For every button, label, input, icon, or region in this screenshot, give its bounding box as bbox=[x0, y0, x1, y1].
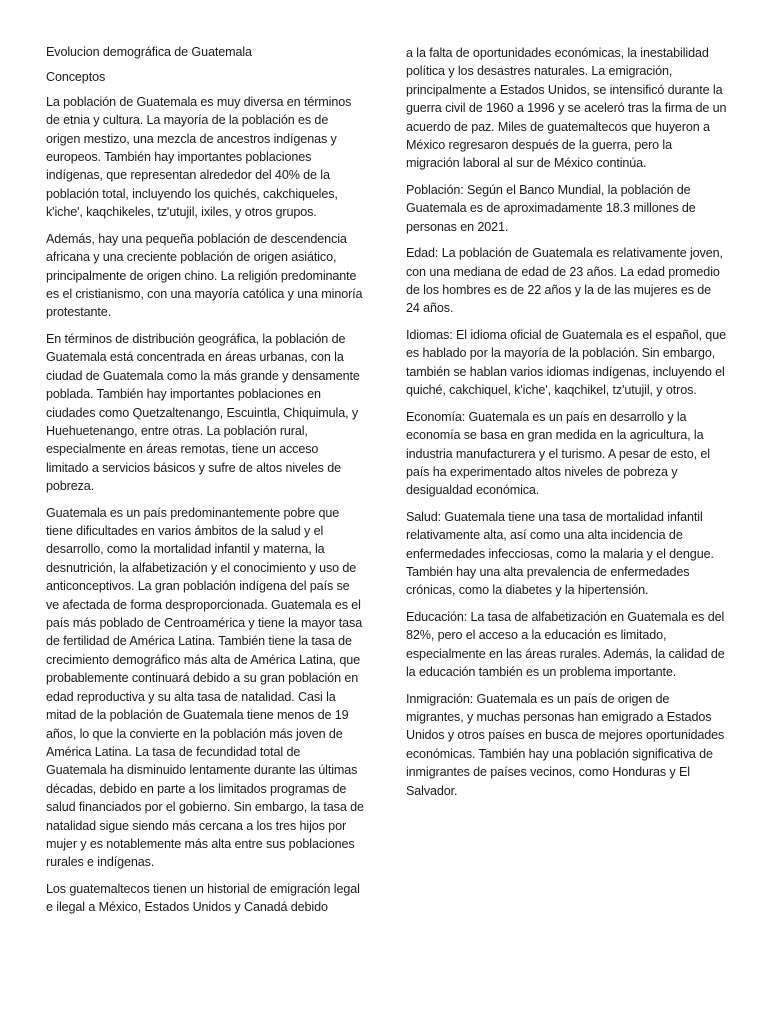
paragraph-health: Salud: Guatemala tiene una tasa de mortalidad infantil relativamente alta, así como una alta incidencia de enfermedades infecciosas, como la malaria y el dengue. También hay una alta prevalencia de enfermedades crónicas, como la diabetes y la hipertensión. bbox=[406, 509, 714, 598]
paragraph-health-development: Guatemala es un país predominantemente pobre que tiene dificultades en varios ámbitos de la salud y el desarrollo, como la mortalidad infantil y materna, la desnutrición, la alfabetización y el conocimiento y uso de anticonceptivos. La gran población indígena del país se ve afectada de forma desproporcionada. Guatemala es el país más poblado de Centroamérica y tiene la mayor tasa de fertilidad de América Latina. También tiene la tasa de crecimiento demográfico más alta de América Latina, que probablemente continuará debido a su gran población en edad reproductiva y su alta tasa de natalidad. Casi la mitad de la población de Guatemala tiene menos de 19 años, lo que la convierte en la población más joven de América Latina. La tasa de fecundidad total de Guatemala ha disminuido lentamente durante las últimas décadas, debido en parte a los limitados programas de salud financiados por el gobierno. Sin embargo, la tasa de natalidad sigue siendo más cercana a los tres hijos por mujer y es notablemente más alta entre sus poblaciones rurales e indígenas. bbox=[46, 505, 364, 870]
paragraph-geographic-distribution: En términos de distribución geográfica, la población de Guatemala está concentrada en áreas urbanas, con la ciudad de Guatemala como la más grande y densamente poblada. También hay importantes poblaciones en ciudades como Quetzaltenango, Escuintla, Chiquimula, y Huehuetenango, entre otras. La población rural, especialmente en áreas remotas, tiene un acceso limitado a servicios básicos y sufre de altos niveles de pobreza. bbox=[46, 331, 360, 494]
left-column bbox=[46, 43, 364, 925]
paragraph-age: Edad: La población de Guatemala es relativamente joven, con una mediana de edad de 23 años. La edad promedio de los hombres es de 22 años y la de las mujeres es de 24 años. bbox=[406, 246, 723, 316]
paragraph-immigration: Inmigración: Guatemala es un país de origen de migrantes, y muchas personas han emigrado a Estados Unidos y otros países en busca de mejores oportunidades económicas. También hay una población significativa de inmigrantes de países vecinos, como Honduras y El Salvador. bbox=[406, 691, 725, 798]
paragraph-languages: Idiomas: El idioma oficial de Guatemala es el español, que es hablado por la mayoría de la población. Sin embargo, también se hablan varios idiomas indígenas, incluyendo el quiché, cakchiquel, k'iche', kaqchikel, tz'utujil, y otros. bbox=[406, 327, 726, 398]
section-heading: Conceptos bbox=[46, 69, 106, 84]
paragraph-ethnic-diversity: La población de Guatemala es muy diversa en términos de etnia y cultura. La mayoría de la población es de origen mestizo, una mezcla de ancestros indígenas y europeos. También hay importantes poblaciones indígenas, que representan alrededor del 40% de la población total, incluyendo los quichés, cakchiqueles, k'iche', kaqchikeles, tz'utujil, ixiles, y otros grupos. bbox=[46, 94, 352, 220]
paragraph-emigration-continued: a la falta de oportunidades económicas, la inestabilidad política y los desastres naturales. La emigración, principalmente a Estados Unidos, se intensificó durante la guerra civil de 1960 a 1996 y se aceleró tras la firma de un acuerdo de paz. Miles de guatemaltecos que huyeron a México regresaron después de la guerra, pero la migración laboral al sur de México continúa. bbox=[406, 46, 727, 171]
paragraph-education: Educación: La tasa de alfabetización en Guatemala es del 82%, pero el acceso a la educación es limitado, especialmente en las áreas rurales. Además, la calidad de la educación también es un problema importante. bbox=[406, 609, 725, 680]
paragraph-economy: Economía: Guatemala es un país en desarrollo y la economía se basa en gran medida en la agricultura, la industria manufacturera y el turismo. A pesar de esto, el país ha experimentado altos niveles de pobreza y desigualdad económica. bbox=[406, 409, 710, 498]
paragraph-population: Población: Según el Banco Mundial, la población de Guatemala es de aproximadamente 18.3 millones de personas en 2021. bbox=[406, 182, 696, 234]
document-title: Evolucion demográfica de Guatemala bbox=[46, 45, 252, 59]
paragraph-emigration-start: Los guatemaltecos tienen un historial de emigración legal e ilegal a México, Estados Unidos y Canadá debido bbox=[46, 881, 360, 915]
right-column bbox=[406, 44, 728, 808]
paragraph-religion: Además, hay una pequeña población de descendencia africana y una creciente población de origen asiático, principalmente de origen chino. La religión predominante es el cristianismo, con una mayoría católica y una minoría protestante. bbox=[46, 231, 363, 320]
